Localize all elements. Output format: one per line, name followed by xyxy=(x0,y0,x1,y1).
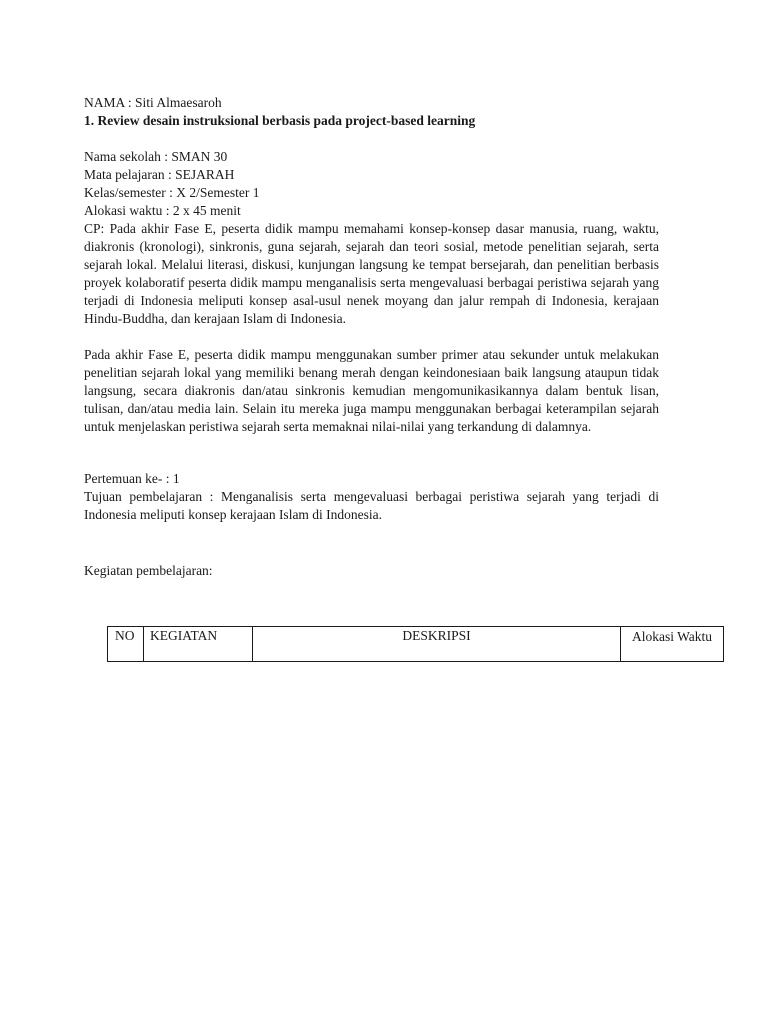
column-header-no: NO xyxy=(108,627,144,662)
spacer xyxy=(84,524,659,562)
document-page xyxy=(84,94,659,580)
spacer xyxy=(84,328,659,346)
school-name: Nama sekolah : SMAN 30 xyxy=(84,149,228,164)
subject-name: Mata pelajaran : SEJARAH xyxy=(84,167,235,182)
learning-objective: Tujuan pembelajaran : Menganalisis serta mengevaluasi berbagai peristiwa sejarah yang terjadi di Indonesia meliputi konsep kerajaan Islam di Indonesia. xyxy=(84,489,659,522)
table-header-row xyxy=(108,627,724,662)
spacer xyxy=(84,130,659,148)
activities-label: Kegiatan pembelajaran: xyxy=(84,563,213,578)
column-header-kegiatan: KEGIATAN xyxy=(144,627,253,662)
column-header-deskripsi: DESKRIPSI xyxy=(253,627,621,662)
meeting-number: Pertemuan ke- : 1 xyxy=(84,471,180,486)
activities-table-wrapper xyxy=(107,626,724,662)
cp-paragraph: CP: Pada akhir Fase E, peserta didik mampu memahami konsep-konsep dasar manusia, ruang, waktu, diakronis (kronologi), sinkronis, guna sejarah, sejarah dan teori sosial, metode penelitian sejarah, serta sejarah lokal. Melalui literasi, diskusi, kunjungan langsung ke tempat bersejarah, dan penelitian berbasis proyek kolaboratif peserta didik mampu menganalisis serta mengevaluasi berbagai peristiwa sejarah yang terjadi di Indonesia meliputi konsep asal-usul nenek moyang dan jalur rempah di Indonesia, kerajaan Hindu-Buddha, dan kerajaan Islam di Indonesia. xyxy=(84,221,659,326)
phase-paragraph: Pada akhir Fase E, peserta didik mampu menggunakan sumber primer atau sekunder untuk melakukan penelitian sejarah lokal yang memiliki benang merah dengan keindonesiaan baik langsung ataupun tidak langsung, secara diakronis dan/atau sinkronis kemudian mengomunikasikannya dalam bentuk lisan, tulisan, dan/atau media lain. Selain itu mereka juga mampu menggunakan berbagai keterampilan sejarah untuk menjelaskan peristiwa sejarah serta memaknai nilai-nilai yang terkandung di dalamnya. xyxy=(84,347,659,434)
student-name: NAMA : Siti Almaesaroh xyxy=(84,95,222,110)
time-allocation: Alokasi waktu : 2 x 45 menit xyxy=(84,203,241,218)
column-header-alokasi-waktu: Alokasi Waktu xyxy=(621,627,724,662)
document-title: 1. Review desain instruksional berbasis pada project-based learning xyxy=(84,113,476,128)
class-semester: Kelas/semester : X 2/Semester 1 xyxy=(84,185,260,200)
spacer xyxy=(84,436,659,470)
activities-table xyxy=(107,626,724,662)
